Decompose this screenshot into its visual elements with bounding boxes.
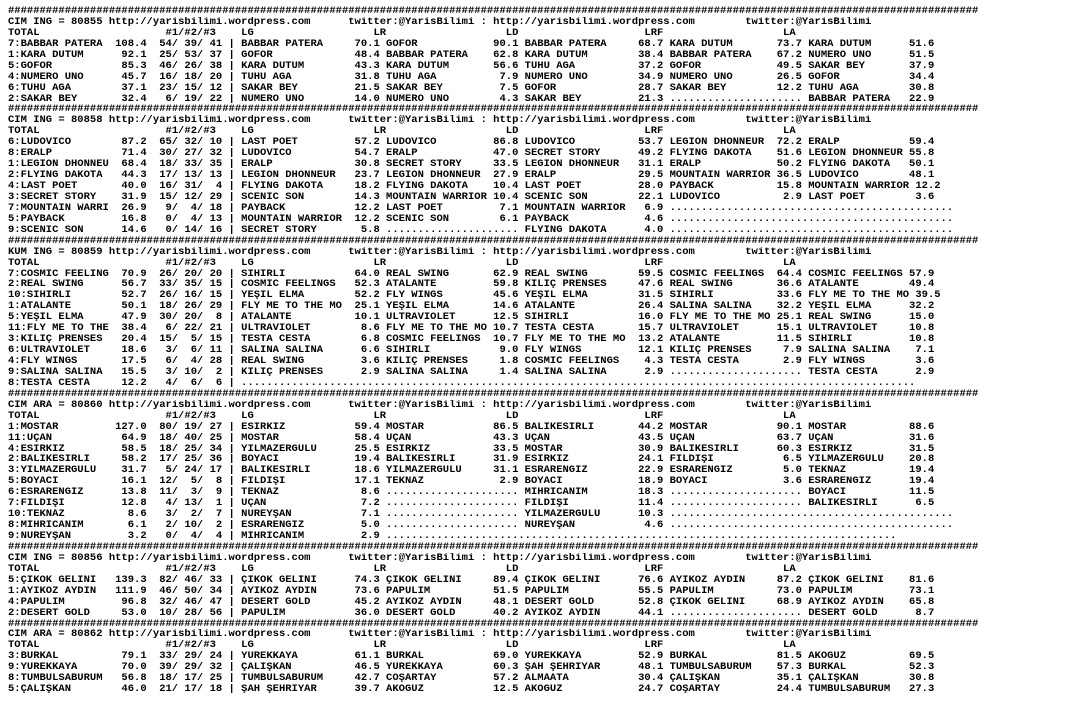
data-row: 11:UÇAN 64.9 18/ 40/ 25 | MOSTAR 58.4 UÇAN 43.3 UÇAN 43.5 UÇAN 63.7 UÇAN 31.6 [8,432,935,444]
data-row: 1:AYIKÖZ AYDIN 111.9 46/ 50/ 34 | AYIKÖZ AYDIN 73.6 PAPULİM 51.5 PAPULİM 55.5 PAPULİM 73.0 PAPULİM 73.1 [8,585,935,597]
race-header-row: CIM ARA = 80862 http://yarisbilimi.wordpress.com twitter:@YarisBilimi : http://yarisbilimi.wordpress.com twitter:@YarisBilimi [8,629,872,641]
data-row: 9:NUREYŞAN 3.2 0/ 4/ 4 | MİHRİCANIM 2.9 ................................................................................. [8,531,897,542]
data-row: 9:SALINA SALINA 15.5 3/ 10/ 2 | KILIÇ PRENSES 2.9 SALINA SALINA 1.4 SALINA SALINA 2.9 ..................... TESTA CESTA 2.9 [8,366,935,378]
data-row: 5:PAYBACK 16.8 0/ 4/ 13 | MOUNTAIN WARRIOR 12.2 SCENIC SON 6.1 PAYBACK 4.6 ............................................. [8,213,954,225]
separator-row: ########################################################################################################################################################## [8,541,979,553]
data-row: 1:ATALANTE 50.1 18/ 26/ 29 | FLY ME TO THE MO 25.1 YEŞİL ELMA 14.6 ATALANTE 26.4 SALINA SALINA 32.2 YEŞİL ELMA 32.2 [8,301,935,313]
data-row: 11:FLY ME TO THE 38.4 6/ 22/ 21 | ULTRAVIOLET 8.6 FLY ME TO THE MO 10.7 TESTA CESTA 15.7 ULTRAVIOLET 15.1 ULTRAVIOLET 10.8 [8,323,935,335]
data-row: 8:MİHRİCANIM 6.1 2/ 10/ 2 | ESRARENGİZ 5.0 ..................... NUREYŞAN 4.6 ............................................. [8,520,954,531]
column-header-row: TOTAL #1/#2/#3 LG LR LD LRF LA [8,27,796,39]
race-header-row: CIM ING = 80856 http://yarisbilimi.wordpress.com twitter:@YarisBilimi : http://yarisbilimi.wordpress.com twitter:@YarisBilimi [8,552,872,564]
race-header-row: CIM ING = 80855 http://yarisbilimi.wordpress.com twitter:@YarisBilimi : http://yarisbilimi.wordpress.com twitter:@YarisBilimi [8,16,872,28]
data-row: 2:SAKAR BEY 32.4 6/ 19/ 22 | NUMERO UNO 14.0 NUMERO UNO 4.3 SAKAR BEY 21.3 ..................... BABBAR PATERA 22.9 [8,93,935,105]
race-header-row: CIM ARA = 80860 http://yarisbilimi.wordpress.com twitter:@YarisBilimi : http://yarisbilimi.wordpress.com twitter:@YarisBilimi [8,399,872,411]
data-row: 1:KARA DUTUM 92.1 25/ 53/ 37 | GOFOR 48.4 BABBAR PATERA 62.8 KARA DUTUM 38.4 BABBAR PATERA 67.2 NUMERO UNO 51.5 [8,49,935,61]
column-header-row: TOTAL #1/#2/#3 LG LR LD LRF LA [8,126,796,138]
data-row: 4:PAPULİM 96.8 32/ 46/ 47 | DESERT GOLD 45.2 AYIKÖZ AYDIN 48.1 DESERT GOLD 52.8 ÇİKOK GELİNİ 68.9 AYIKÖZ AYDIN 65.8 [8,596,935,608]
data-row: 6:ESRARENGİZ 13.8 11/ 3/ 9 | TEKNAZ 8.6 ..................... MİHRİCANIM 18.3 ..................... BOYACI 11.5 [8,487,935,499]
column-header-row: TOTAL #1/#2/#3 LG LR LD LRF LA [8,563,796,575]
column-header-row: TOTAL #1/#2/#3 LG LR LD LRF LA [8,640,796,652]
data-row: 6:LUDOVICO 87.2 65/ 32/ 10 | LAST POET 57.2 LUDOVICO 86.8 LUDOVICO 53.7 LEGION DHONNEUR 72.2 ERALP 59.4 [8,137,935,149]
data-row: 3:BURKAL 79.1 33/ 29/ 24 | YÜREKKAYA 61.1 BURKAL 69.0 YÜREKKAYA 52.9 BURKAL 81.5 AKOĞUZ 69.5 [8,651,935,663]
data-row: 7:COSMIC FEELING 70.9 26/ 20/ 20 | SİHİRLİ 64.0 REAL SWING 62.9 REAL SWING 59.5 COSMIC FEELINGS 64.4 COSMIC FEELINGS 57.9 [8,268,935,280]
separator-row: ########################################################################################################################################################## [8,618,979,630]
data-row: 3:YILMAZERGÜLÜ 31.7 5/ 24/ 17 | BALIKESİRLİ 18.6 YILMAZERGÜLÜ 31.1 ESRARENGİZ 22.9 ESRARENGİZ 5.0 TEKNAZ 19.4 [8,465,935,477]
separator-row: ########################################################################################################################################################## [8,104,979,116]
data-row: 5:YEŞİL ELMA 47.9 30/ 20/ 8 | ATALANTE 10.1 ULTRAVIOLET 12.5 SİHİRLİ 16.0 FLY ME TO THE MO 25.1 REAL SWING 15.0 [8,312,935,324]
data-row: 4:LAST POET 40.0 16/ 31/ 4 | FLYING DAKOTA 18.2 FLYING DAKOTA 10.4 LAST POET 28.0 PAYBACK 15.8 MOUNTAIN WARRIOR 12.2 [8,181,941,192]
data-row: 2:DESERT GOLD 53.0 10/ 28/ 56 | PAPULİM 36.0 DESERT GOLD 40.2 AYIKÖZ AYDIN 44.1 ..................... DESERT GOLD 8.7 [8,607,935,619]
data-row: 1:LEGION DHONNEU 68.4 18/ 33/ 35 | ERALP 30.8 SECRET STORY 33.5 LEGION DHONNEUR 31.1 ERALP 50.2 FLYING DAKOTA 50.1 [8,159,935,171]
race-header-row: CIM ING = 80858 http://yarisbilimi.wordpress.com twitter:@YarisBilimi : http://yarisbilimi.wordpress.com twitter:@YarisBilimi [8,115,872,127]
data-row: 8:ERALP 71.4 30/ 27/ 32 | LUDOVICO 54.7 ERALP 47.0 SECRET STORY 49.2 FLYING DAKOTA 51.6 LEGION DHONNEUR 55.8 [8,148,935,160]
column-header-row: TOTAL #1/#2/#3 LG LR LD LRF LA [8,410,796,422]
column-header-row: TOTAL #1/#2/#3 LG LR LD LRF LA [8,257,796,269]
data-row: 4:FLY WINGS 17.5 6/ 4/ 28 | REAL SWING 3.6 KILIÇ PRENSES 1.8 COSMIC FEELINGS 4.3 TESTA CESTA 2.9 FLY WINGS 3.6 [8,356,935,367]
data-row: 4:NUMERO UNO 45.7 16/ 18/ 20 | TUHU AĞA 31.8 TUHU AĞA 7.9 NUMERO UNO 34.9 NUMERO UNO 26.5 GOFOR 34.4 [8,71,935,83]
data-row: 8:TESTA CESTA 12.2 4/ 6/ 6 | ........................................................................................................... [8,377,916,389]
data-row: 2:REAL SWING 56.7 33/ 35/ 15 | COSMIC FEELINGS 52.3 ATALANTE 59.8 KILIÇ PRENSES 47.6 REAL SWING 36.6 ATALANTE 49.4 [8,279,935,291]
data-row: 9:SCENIC SON 14.6 0/ 14/ 16 | SECRET STORY 5.8 ..................... FLYING DAKOTA 4.0 ............................................. [8,224,954,236]
data-row: 2:BALIKESİRLİ 58.2 17/ 25/ 36 | BOYACI 19.4 BALIKESİRLİ 31.9 ESİRKIZ 24.1 FİLDİŞİ 6.5 YILMAZERGÜLÜ 20.8 [8,454,935,466]
data-row: 7:MOUNTAIN WARRI 26.9 9/ 4/ 18 | PAYBACK 12.2 LAST POET 7.1 MOUNTAIN WARRIOR 6.9 ............................................. [8,202,954,214]
data-row: 5:ÇALIŞKAN 46.0 21/ 17/ 18 | ŞAH ŞEHRİYAR 39.7 AKOĞUZ 12.5 AKOĞUZ 24.7 COŞARTAY 24.4 TUMBULSABURUM 27.3 [8,684,935,696]
data-row: 10:TEKNAZ 8.6 3/ 2/ 7 | NUREYŞAN 7.1 ..................... YILMAZERGÜLÜ 10.3 ............................................. [8,509,954,521]
data-row: 6:TUHU AĞA 37.1 23/ 15/ 12 | SAKAR BEY 21.5 SAKAR BEY 7.5 GOFOR 28.7 SAKAR BEY 12.2 TUHU AĞA 30.8 [8,82,935,94]
data-row: 5:GOFOR 85.3 46/ 26/ 38 | KARA DUTUM 43.3 KARA DUTUM 56.6 TUHU AĞA 37.2 GOFOR 49.5 SAKAR BEY 37.9 [8,60,935,72]
separator-row: ########################################################################################################################################################## [8,388,979,400]
data-row: 5:ÇİKOK GELİNİ 139.3 82/ 46/ 33 | ÇİKOK GELİNİ 74.3 ÇİKOK GELİNİ 89.4 ÇİKOK GELİNİ 76.6 AYIKÖZ AYDIN 87.2 ÇİKOK GELİNİ 81.6 [8,574,935,586]
separator-row: ########################################################################################################################################################## [8,235,979,247]
data-row: 5:BOYACI 16.1 12/ 5/ 8 | FİLDİŞİ 17.1 TEKNAZ 2.9 BOYACI 18.9 BOYACI 3.6 ESRARENGİZ 19.4 [8,476,935,488]
data-row: 3:SECRET STORY 31.9 15/ 12/ 29 | SCENIC SON 14.3 MOUNTAIN WARRIOR 10.4 SCENIC SON 22.1 LUDOVICO 2.9 LAST POET 3.6 [8,191,935,203]
data-row: 10:SİHİRLİ 52.7 26/ 16/ 15 | YEŞİL ELMA 52.2 FLY WINGS 45.6 YEŞİL ELMA 31.5 SİHİRLİ 33.6 FLY ME TO THE MO 39.5 [8,290,941,302]
data-row: 9:YÜREKKAYA 70.0 39/ 29/ 32 | ÇALIŞKAN 46.5 YÜREKKAYA 60.3 ŞAH ŞEHRİYAR 48.1 TUMBULSABURUM 57.3 BURKAL 52.3 [8,662,935,674]
data-row: 3:KILIÇ PRENSES 20.4 15/ 5/ 15 | TESTA CESTA 6.8 COSMIC FEELINGS 10.7 FLY ME TO THE MO 13.2 ATALANTE 11.5 SİHİRLİ 10.8 [8,334,935,346]
data-row: 4:ESİRKIZ 58.5 18/ 25/ 34 | YILMAZERGÜLÜ 25.5 ESİRKIZ 33.5 MOSTAR 30.9 BALIKESİRLİ 60.3 ESİRKIZ 31.5 [8,443,935,455]
race-header-row: KUM ING = 80859 http://yarisbilimi.wordpress.com twitter:@YarisBilimi : http://yarisbilimi.wordpress.com twitter:@YarisBilimi [8,246,872,258]
separator-row: ########################################################################################################################################################## [8,6,979,17]
data-row: 6:ULTRAVIOLET 18.6 3/ 6/ 11 | SALINA SALINA 6.6 SİHİRLİ 9.0 FLY WINGS 12.1 KILIÇ PRENSES 7.9 SALINA SALINA 7.1 [8,345,935,356]
data-row: 7:FİLDİŞİ 12.8 4/ 13/ 1 | UÇAN 7.2 ..................... FİLDİŞİ 11.4 ..................... BALIKESİRLİ 6.5 [8,498,935,510]
data-row: 8:TUMBULSABURUM 56.8 18/ 17/ 25 | TUMBULSABURUM 42.7 COŞARTAY 57.2 ALMAATA 30.4 ÇALIŞKAN 35.1 ÇALIŞKAN 30.8 [8,673,935,685]
data-row: 2:FLYING DAKOTA 44.3 17/ 13/ 13 | LEGION DHONNEUR 23.7 LEGION DHONNEUR 27.9 ERALP 29.5 MOUNTAIN WARRIOR 36.5 LUDOVICO 48.1 [8,170,935,181]
data-row: 7:BABBAR PATERA 108.4 54/ 39/ 41 | BABBAR PATERA 70.1 GOFOR 90.1 BABBAR PATERA 68.7 KARA DUTUM 73.7 KARA DUTUM 51.6 [8,38,935,50]
data-row: 1:MOSTAR 127.0 80/ 19/ 27 | ESİRKIZ 59.4 MOSTAR 86.5 BALIKESİRLİ 44.2 MOSTAR 90.1 MOSTAR 88.6 [8,421,935,433]
